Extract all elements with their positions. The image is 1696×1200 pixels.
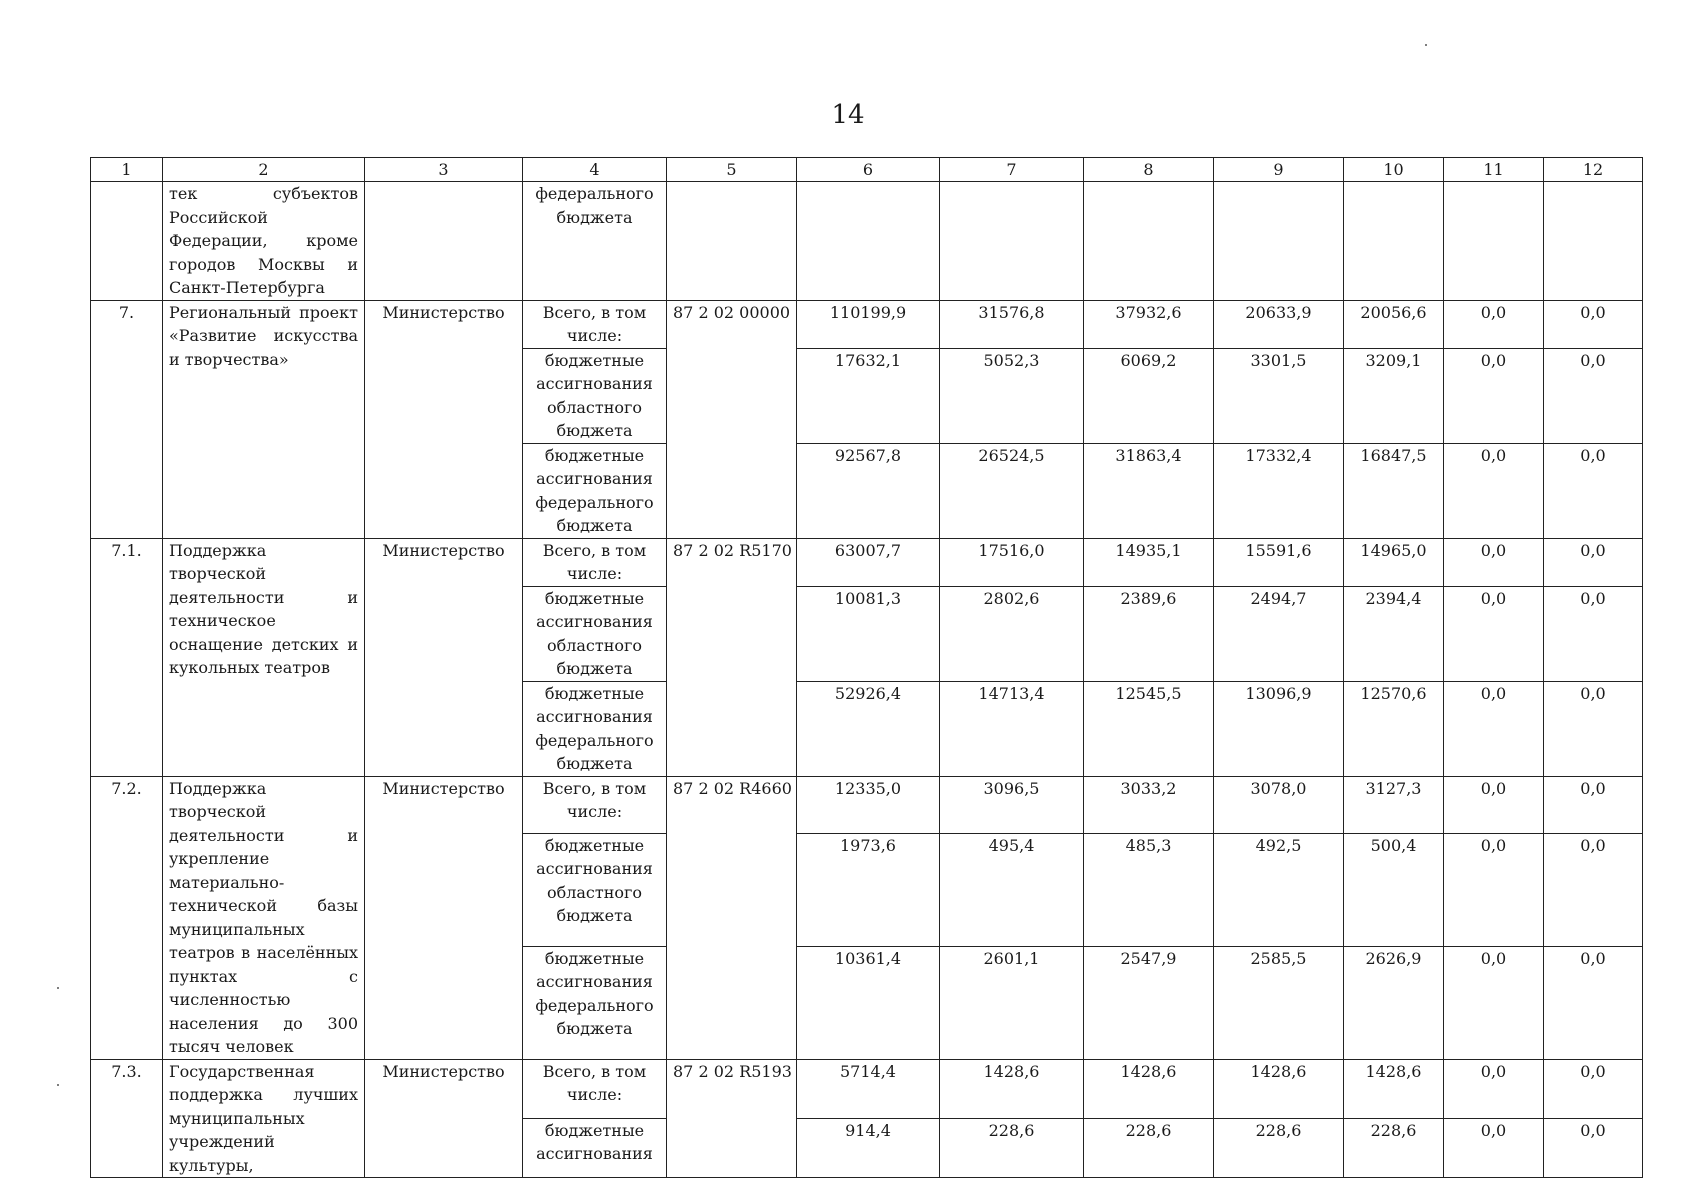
value-cell: 914,4 [797, 1118, 940, 1177]
value-cell: 0,0 [1444, 348, 1544, 443]
value-cell [1444, 182, 1544, 301]
column-header: 1 [91, 158, 163, 182]
measure-name-cell: Региональный проект «Развитие искусства и творчества» [163, 300, 365, 538]
scan-speck [57, 987, 59, 989]
value-cell: 495,4 [940, 833, 1084, 946]
measure-name-cell: Поддержка творческой деятельности и техническое оснащение детских и кукольных театров [163, 538, 365, 776]
measure-name-cell: Государственная поддержка лучших муниципальных учреждений культуры, [163, 1059, 365, 1178]
row-number-cell: 7.2. [91, 776, 163, 1059]
value-cell: 0,0 [1544, 300, 1643, 348]
value-cell: 37932,6 [1084, 300, 1214, 348]
value-cell: 14713,4 [940, 681, 1084, 776]
value-cell: 92567,8 [797, 443, 940, 538]
value-cell: 10361,4 [797, 946, 940, 1059]
value-cell [1544, 182, 1643, 301]
value-cell: 0,0 [1444, 1118, 1544, 1177]
column-header: 12 [1544, 158, 1643, 182]
column-header: 6 [797, 158, 940, 182]
budget-code-cell [667, 182, 797, 301]
column-header: 10 [1344, 158, 1444, 182]
column-header: 4 [523, 158, 667, 182]
table-row [91, 538, 1643, 586]
value-cell [1214, 182, 1344, 301]
funding-source-cell: федерального бюджета [523, 182, 667, 301]
scan-speck [57, 1084, 59, 1086]
value-cell [1344, 182, 1444, 301]
value-cell: 0,0 [1444, 443, 1544, 538]
value-cell: 1428,6 [1214, 1059, 1344, 1118]
value-cell: 3033,2 [1084, 776, 1214, 833]
value-cell: 0,0 [1444, 1059, 1544, 1118]
measure-name-cell: тек субъектов Российской Федерации, кроме городов Москвы и Санкт-Петербурга [163, 182, 365, 301]
value-cell: 2494,7 [1214, 586, 1344, 681]
value-cell: 0,0 [1544, 1118, 1643, 1177]
value-cell: 0,0 [1444, 776, 1544, 833]
funding-source-cell: Всего, в том числе: [523, 300, 667, 348]
value-cell: 0,0 [1544, 681, 1643, 776]
responsible-cell: Министерство [365, 300, 523, 538]
value-cell: 228,6 [1214, 1118, 1344, 1177]
value-cell: 13096,9 [1214, 681, 1344, 776]
value-cell: 1973,6 [797, 833, 940, 946]
budget-code-cell: 87 2 02 R5193 [667, 1059, 797, 1178]
column-header: 5 [667, 158, 797, 182]
value-cell: 15591,6 [1214, 538, 1344, 586]
value-cell: 0,0 [1544, 538, 1643, 586]
value-cell: 110199,9 [797, 300, 940, 348]
column-header: 8 [1084, 158, 1214, 182]
value-cell: 228,6 [940, 1118, 1084, 1177]
column-header: 2 [163, 158, 365, 182]
value-cell: 485,3 [1084, 833, 1214, 946]
measure-name-cell: Поддержка творческой деятельности и укрепление материально-технической базы муниципальных театров в населённых пунктах с численностью населения до 300 тысяч человек [163, 776, 365, 1059]
value-cell: 6069,2 [1084, 348, 1214, 443]
table-row [91, 1059, 1643, 1118]
value-cell: 0,0 [1444, 538, 1544, 586]
value-cell: 2601,1 [940, 946, 1084, 1059]
value-cell: 26524,5 [940, 443, 1084, 538]
value-cell: 228,6 [1344, 1118, 1444, 1177]
value-cell: 0,0 [1544, 586, 1643, 681]
funding-source-cell: Всего, в том числе: [523, 538, 667, 586]
budget-table [90, 157, 1643, 1178]
value-cell: 3096,5 [940, 776, 1084, 833]
value-cell: 2394,4 [1344, 586, 1444, 681]
value-cell [797, 182, 940, 301]
funding-source-cell: бюджетные ассигнования федерального бюджета [523, 946, 667, 1059]
value-cell: 0,0 [1544, 833, 1643, 946]
column-header: 3 [365, 158, 523, 182]
value-cell: 0,0 [1544, 1059, 1643, 1118]
value-cell: 1428,6 [1344, 1059, 1444, 1118]
funding-source-cell: Всего, в том числе: [523, 1059, 667, 1118]
value-cell: 10081,3 [797, 586, 940, 681]
responsible-cell: Министерство [365, 538, 523, 776]
value-cell: 3127,3 [1344, 776, 1444, 833]
value-cell: 12335,0 [797, 776, 940, 833]
value-cell [940, 182, 1084, 301]
column-header: 9 [1214, 158, 1344, 182]
value-cell: 14935,1 [1084, 538, 1214, 586]
value-cell: 12570,6 [1344, 681, 1444, 776]
row-number-cell: 7. [91, 300, 163, 538]
funding-source-cell: бюджетные ассигнования областного бюджета [523, 586, 667, 681]
value-cell: 228,6 [1084, 1118, 1214, 1177]
budget-code-cell: 87 2 02 R5170 [667, 538, 797, 776]
funding-source-cell: бюджетные ассигнования федерального бюджета [523, 681, 667, 776]
funding-source-cell: бюджетные ассигнования областного бюджета [523, 833, 667, 946]
value-cell: 20633,9 [1214, 300, 1344, 348]
value-cell [1084, 182, 1214, 301]
value-cell: 52926,4 [797, 681, 940, 776]
value-cell: 492,5 [1214, 833, 1344, 946]
value-cell: 3301,5 [1214, 348, 1344, 443]
responsible-cell: Министерство [365, 776, 523, 1059]
value-cell: 2626,9 [1344, 946, 1444, 1059]
value-cell: 0,0 [1444, 681, 1544, 776]
value-cell: 0,0 [1444, 586, 1544, 681]
column-number-row [91, 158, 1643, 182]
value-cell: 5052,3 [940, 348, 1084, 443]
funding-source-cell: бюджетные ассигнования [523, 1118, 667, 1177]
column-header: 11 [1444, 158, 1544, 182]
value-cell: 500,4 [1344, 833, 1444, 946]
value-cell: 0,0 [1544, 443, 1643, 538]
value-cell: 0,0 [1444, 833, 1544, 946]
table-row [91, 300, 1643, 348]
responsible-cell [365, 182, 523, 301]
value-cell: 0,0 [1544, 946, 1643, 1059]
value-cell: 16847,5 [1344, 443, 1444, 538]
page-number: 14 [831, 100, 865, 130]
value-cell: 2802,6 [940, 586, 1084, 681]
value-cell: 3078,0 [1214, 776, 1344, 833]
value-cell: 14965,0 [1344, 538, 1444, 586]
value-cell: 0,0 [1544, 348, 1643, 443]
value-cell: 17632,1 [797, 348, 940, 443]
value-cell: 63007,7 [797, 538, 940, 586]
value-cell: 3209,1 [1344, 348, 1444, 443]
value-cell: 12545,5 [1084, 681, 1214, 776]
value-cell: 31863,4 [1084, 443, 1214, 538]
table-body [91, 158, 1643, 1178]
value-cell: 0,0 [1444, 300, 1544, 348]
budget-code-cell: 87 2 02 00000 [667, 300, 797, 538]
table-row [91, 776, 1643, 833]
value-cell: 1428,6 [1084, 1059, 1214, 1118]
row-number-cell: 7.3. [91, 1059, 163, 1178]
row-number-cell: 7.1. [91, 538, 163, 776]
value-cell: 0,0 [1544, 776, 1643, 833]
value-cell: 17516,0 [940, 538, 1084, 586]
value-cell: 31576,8 [940, 300, 1084, 348]
value-cell: 0,0 [1444, 946, 1544, 1059]
responsible-cell: Министерство [365, 1059, 523, 1178]
funding-source-cell: Всего, в том числе: [523, 776, 667, 833]
value-cell: 5714,4 [797, 1059, 940, 1118]
row-number-cell [91, 182, 163, 301]
value-cell: 2585,5 [1214, 946, 1344, 1059]
scan-speck [1425, 44, 1427, 46]
value-cell: 2389,6 [1084, 586, 1214, 681]
funding-source-cell: бюджетные ассигнования федерального бюджета [523, 443, 667, 538]
value-cell: 20056,6 [1344, 300, 1444, 348]
value-cell: 2547,9 [1084, 946, 1214, 1059]
continuation-row [91, 182, 1643, 301]
value-cell: 1428,6 [940, 1059, 1084, 1118]
budget-code-cell: 87 2 02 R4660 [667, 776, 797, 1059]
column-header: 7 [940, 158, 1084, 182]
funding-source-cell: бюджетные ассигнования областного бюджета [523, 348, 667, 443]
value-cell: 17332,4 [1214, 443, 1344, 538]
